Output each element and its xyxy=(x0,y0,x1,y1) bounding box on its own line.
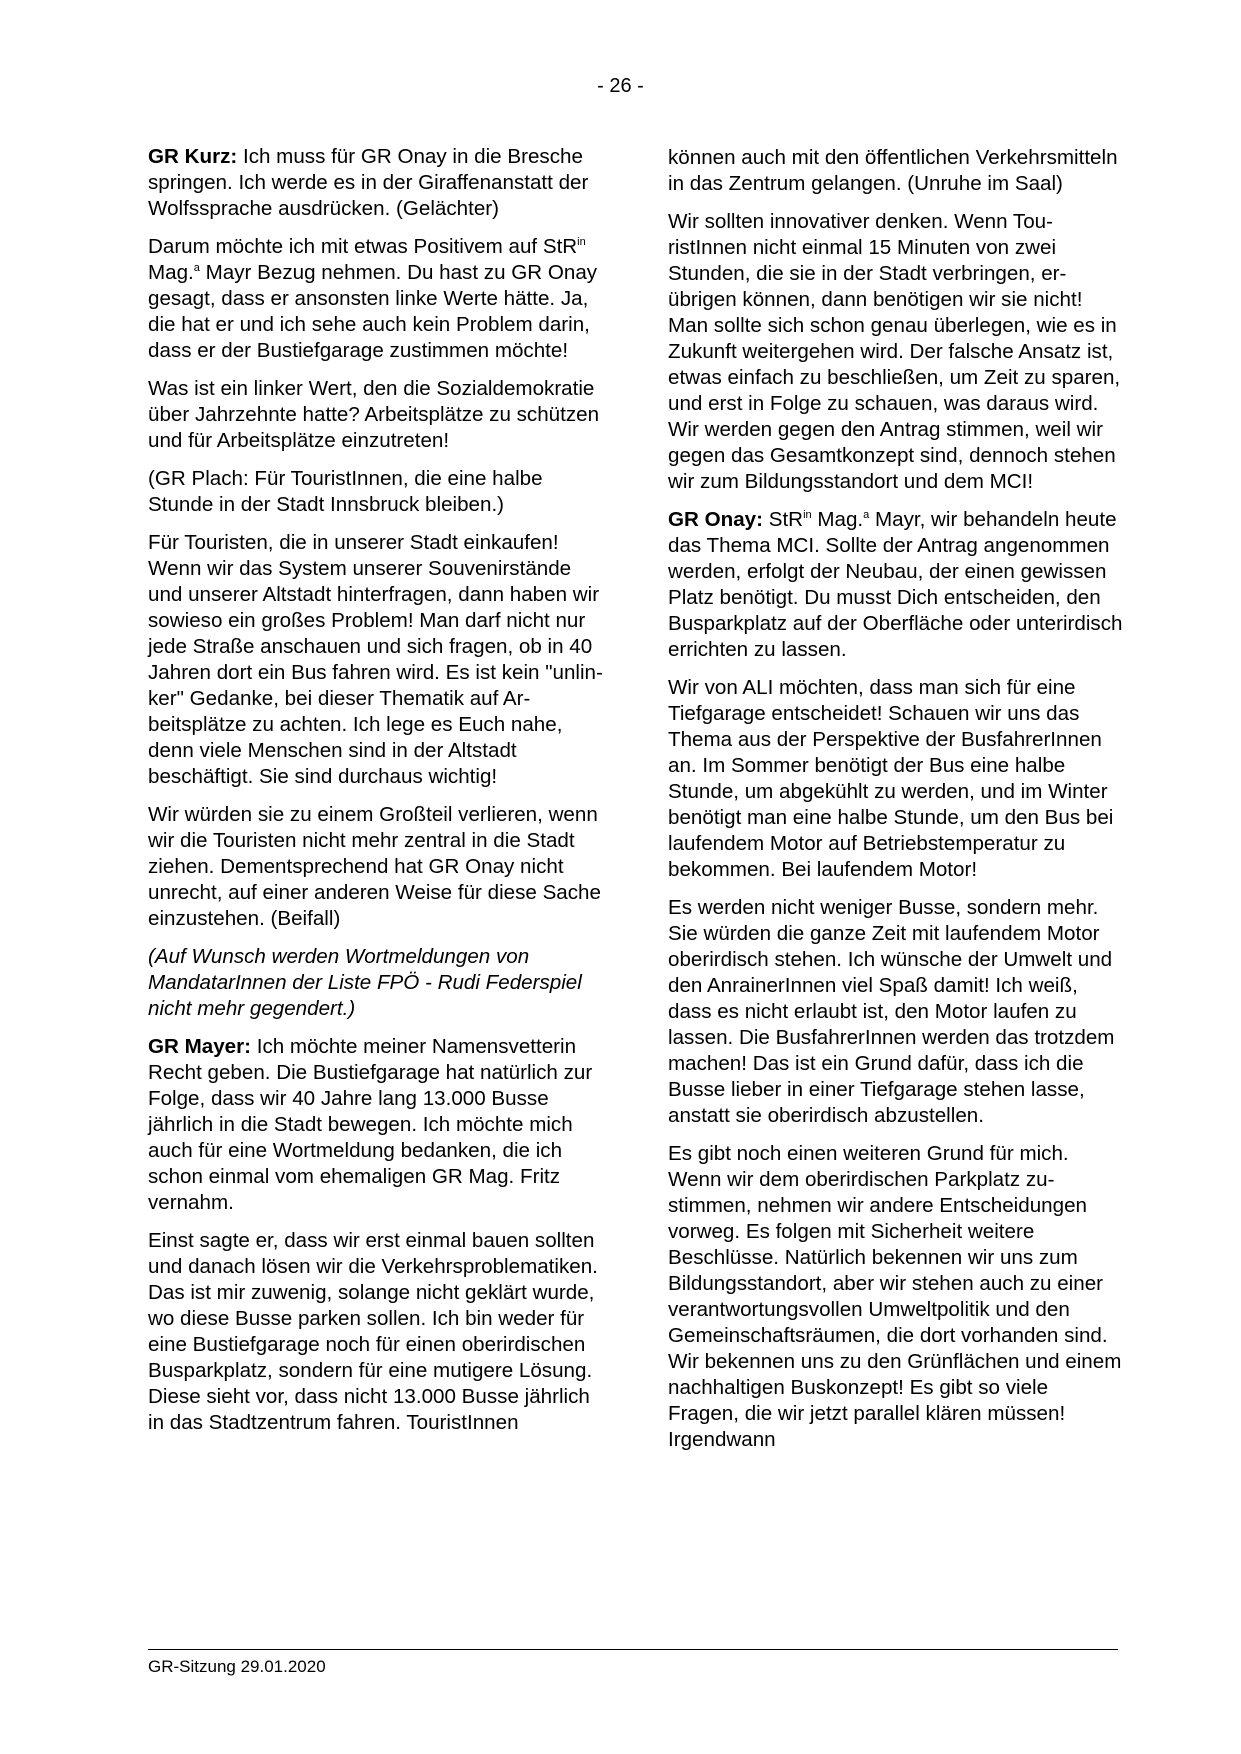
right-column xyxy=(668,145,1123,1465)
paragraph-text: Wir würden sie zu einem Großteil verlieren, wenn wir die Touristen nicht mehr zentral in die Stadt ziehen. Dementsprechend hat GR Onay nicht unrecht, auf einer anderen Weise für diese Sache einzustehen. (Beifall) xyxy=(148,803,601,930)
paragraph xyxy=(668,507,1123,663)
superscript: a xyxy=(193,262,200,274)
paragraph-text: Es werden nicht weniger Busse, sondern mehr. Sie würden die ganze Zeit mit laufendem Motor oberirdisch stehen. Ich wünsche der Umwelt und den AnrainerInnen viel Spaß damit! Ich weiß, dass es nicht erlaubt ist, den Motor laufen zu lassen. Die BusfahrerInnen werden das trotzdem machen! Das ist ein Grund dafür, dass ich die Busse lieber in einer Tiefgarage stehen lasse, anstatt sie oberirdisch abzustellen. xyxy=(668,896,1115,1127)
paragraph xyxy=(148,1228,603,1436)
paragraph-text: Mayr, wir behandeln heute das Thema MCI. Sollte der Antrag angenommen werden, erfolgt der Neubau, der einen gewissen Platz benötigt. Du musst Dich entscheiden, den Busparkplatz auf der Oberfläche oder unterirdisch errichten zu lassen. xyxy=(668,508,1123,661)
paragraph xyxy=(148,944,603,1022)
footer-divider xyxy=(148,1649,1118,1650)
paragraph xyxy=(148,802,603,932)
paragraph-text: Mayr Bezug nehmen. Du hast zu GR Onay gesagt, dass er ansonsten linke Werte hätte. Ja, die hat er und ich sehe auch kein Problem darin, dass er der Bustiefgarage zustimmen möchte! xyxy=(148,261,598,362)
paragraph-text: Für Touristen, die in unserer Stadt einkaufen! Wenn wir das System unserer Souvenirstände und unserer Altstadt hinterfragen, dann haben wir sowieso ein großes Problem! Man darf nicht nur jede Straße anschauen und sich fragen, ob in 40 Jahren dort ein Bus fahren wird. Es ist kein "unlinker" Gedanke, bei dieser Thematik auf Arbeitsplätze zu achten. Ich lege es Euch nahe, denn viele Menschen sind in der Altstadt beschäftigt. Sie sind durchaus wichtig! xyxy=(148,531,603,788)
page-number: - 26 - xyxy=(597,75,644,97)
paragraph xyxy=(148,1034,603,1216)
paragraph-text: (Auf Wunsch werden Wortmeldungen von MandatarInnen der Liste FPÖ - Rudi Federspiel nicht mehr gegendert.) xyxy=(148,945,582,1020)
paragraph-text: (GR Plach: Für TouristInnen, die eine halbe Stunde in der Stadt Innsbruck bleiben.) xyxy=(148,467,543,516)
superscript: in xyxy=(577,236,586,248)
paragraph-text: können auch mit den öffentlichen Verkehrsmitteln in das Zentrum gelangen. (Unruhe im Saal) xyxy=(668,146,1118,195)
paragraph-text: Ich muss für GR Onay in die Bresche springen. Ich werde es in der Giraffenanstatt der Wolfssprache ausdrücken. (Gelächter) xyxy=(148,145,589,220)
paragraph xyxy=(668,895,1123,1129)
paragraph-text: Ich möchte meiner Namensvetterin Recht geben. Die Bustiefgarage hat natürlich zur Folge, dass wir 40 Jahre lang 13.000 Busse jährlich in die Stadt bewegen. Ich möchte mich auch für eine Wortmeldung bedanken, die ich schon einmal vom ehemaligen GR Mag. Fritz vernahm. xyxy=(148,1035,593,1214)
paragraph-text: Einst sagte er, dass wir erst einmal bauen sollten und danach lösen wir die Verkehrsproblematiken. Das ist mir zuwenig, solange nicht geklärt wurde, wo diese Busse parken sollen. Ich bin weder für eine Bustiefgarage noch für einen oberirdischen Busparkplatz, sondern für eine mutigere Lösung. Diese sieht vor, dass nicht 13.000 Busse jährlich in das Stadtzentrum fahren. TouristInnen xyxy=(148,1229,598,1434)
paragraph-text: Mag. xyxy=(148,261,194,284)
paragraph xyxy=(668,145,1123,197)
paragraph-text: Darum möchte ich mit etwas Positivem auf StR xyxy=(148,235,578,258)
paragraph xyxy=(668,675,1123,883)
paragraph xyxy=(668,209,1123,495)
footer-session-date: GR-Sitzung 29.01.2020 xyxy=(148,1657,326,1676)
paragraph xyxy=(148,466,603,518)
speaker-name: GR Mayer: xyxy=(148,1035,251,1058)
paragraph-text: Mag. xyxy=(811,508,864,531)
paragraph-text: StR xyxy=(768,508,804,531)
speaker-name: GR Kurz: xyxy=(148,145,238,168)
paragraph xyxy=(148,376,603,454)
left-column xyxy=(148,144,603,1448)
paragraph xyxy=(148,144,603,222)
paragraph-text: Wir von ALI möchten, dass man sich für eine Tiefgarage entscheidet! Schauen wir uns das Thema aus der Perspektive der BusfahrerInnen an. Im Sommer benötigt der Bus eine halbe Stunde, um abgekühlt zu werden, und im Winter benötigt man eine halbe Stunde, um den Bus bei laufendem Motor auf Betriebstemperatur zu bekommen. Bei laufendem Motor! xyxy=(668,676,1114,881)
superscript: in xyxy=(803,509,812,521)
paragraph xyxy=(148,530,603,790)
paragraph xyxy=(668,1141,1123,1453)
paragraph-text: Was ist ein linker Wert, den die Sozialdemokratie über Jahrzehnte hatte? Arbeitsplätze zu schützen und für Arbeitsplätze einzutreten! xyxy=(148,377,600,452)
speaker-name: GR Onay: xyxy=(668,508,763,531)
paragraph xyxy=(148,234,603,364)
paragraph-text: Wir sollten innovativer denken. Wenn TouristInnen nicht einmal 15 Minuten von zwei Stunden, die sie in der Stadt verbringen, erübrigen können, dann benötigen wir sie nicht! Man sollte sich schon genau überlegen, wie es in Zukunft weitergehen wird. Der falsche Ansatz ist, etwas einfach zu beschließen, um Zeit zu sparen, und erst in Folge zu schauen, was daraus wird. Wir werden gegen den Antrag stimmen, weil wir gegen das Gesamtkonzept sind, dennoch stehen wir zum Bildungsstandort und dem MCI! xyxy=(668,210,1121,493)
paragraph-text: Es gibt noch einen weiteren Grund für mich. Wenn wir dem oberirdischen Parkplatz zustimmen, nehmen wir andere Entscheidungen vorweg. Es folgen mit Sicherheit weitere Beschlüsse. Natürlich bekennen wir uns zum Bildungsstandort, aber wir stehen auch zu einer verantwortungsvollen Umweltpolitik und den Gemeinschaftsräumen, die dort vorhanden sind. Wir bekennen uns zu den Grünflächen und einem nachhaltigen Buskonzept! Es gibt so viele Fragen, die wir jetzt parallel klären müssen! Irgendwann xyxy=(668,1142,1122,1451)
superscript: a xyxy=(863,509,870,521)
